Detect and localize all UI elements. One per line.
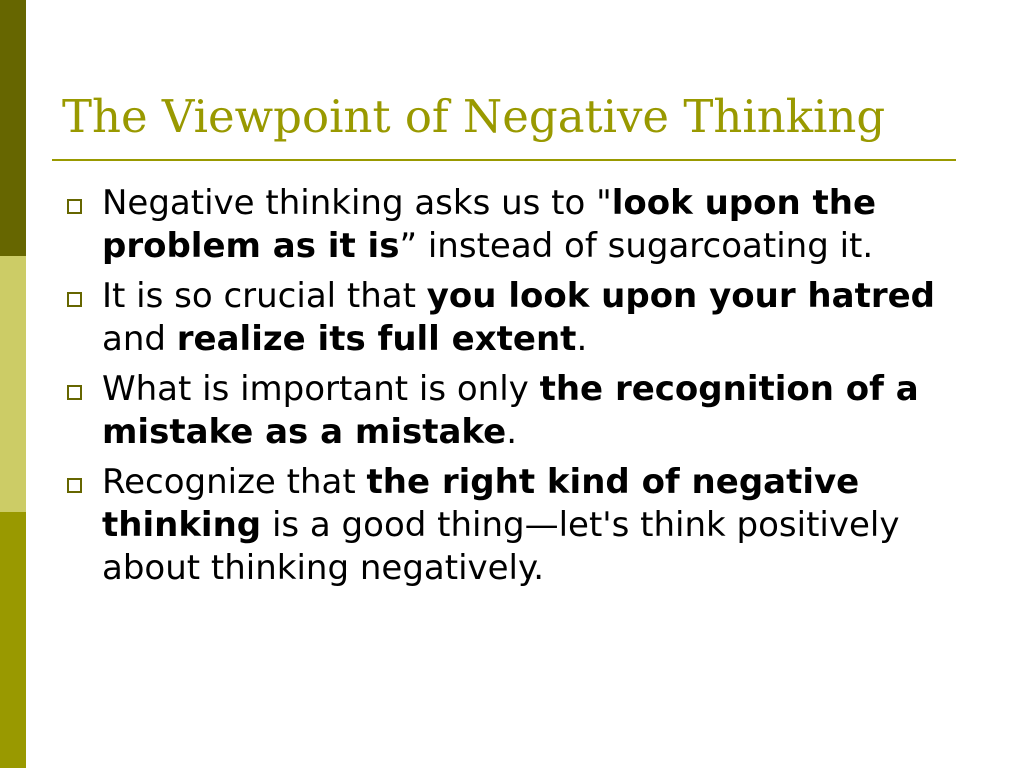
slide-title: The Viewpoint of Negative Thinking [62, 90, 886, 143]
bullet-text [102, 462, 899, 588]
title-underline [52, 159, 956, 161]
bullet-item [64, 182, 994, 268]
bullet-item [64, 368, 994, 454]
bullet-item [64, 275, 994, 361]
bullet-text-segment: It is so crucial that [102, 276, 427, 316]
bullet-text-segment: is a good thing—let's think positively about thinking negatively. [102, 505, 900, 588]
side-accent-bar [0, 0, 26, 768]
square-bullet-icon [67, 199, 82, 214]
square-bullet-icon [67, 478, 82, 493]
bullet-text-bold: look upon the problem as it is [102, 183, 877, 266]
bullet-item [64, 461, 994, 590]
side-accent-segment-middle [0, 256, 26, 512]
side-accent-segment-bottom [0, 512, 26, 768]
bullet-text [102, 369, 919, 452]
bullet-text [102, 183, 876, 266]
bullet-text-bold: the recognition of a mistake as a mistake [102, 369, 919, 452]
bullet-text [102, 276, 935, 359]
bullet-text-segment: and [102, 319, 177, 359]
bullet-text-segment: Recognize that [102, 462, 367, 502]
square-bullet-icon [67, 292, 82, 307]
side-accent-segment-top [0, 0, 26, 256]
bullet-text-segment: What is important is only [102, 369, 540, 409]
square-bullet-icon [67, 385, 82, 400]
bullet-list [64, 182, 994, 597]
bullet-text-bold: you look upon your hatred [426, 276, 935, 316]
bullet-text-segment: Negative thinking asks us to " [102, 183, 612, 223]
bullet-text-segment: . [576, 319, 588, 359]
bullet-text-segment: ” instead of sugarcoating it. [399, 226, 874, 266]
bullet-text-bold: realize its full extent [176, 319, 577, 359]
bullet-text-bold: the right kind of negative thinking [102, 462, 860, 545]
bullet-text-segment: . [506, 412, 517, 452]
